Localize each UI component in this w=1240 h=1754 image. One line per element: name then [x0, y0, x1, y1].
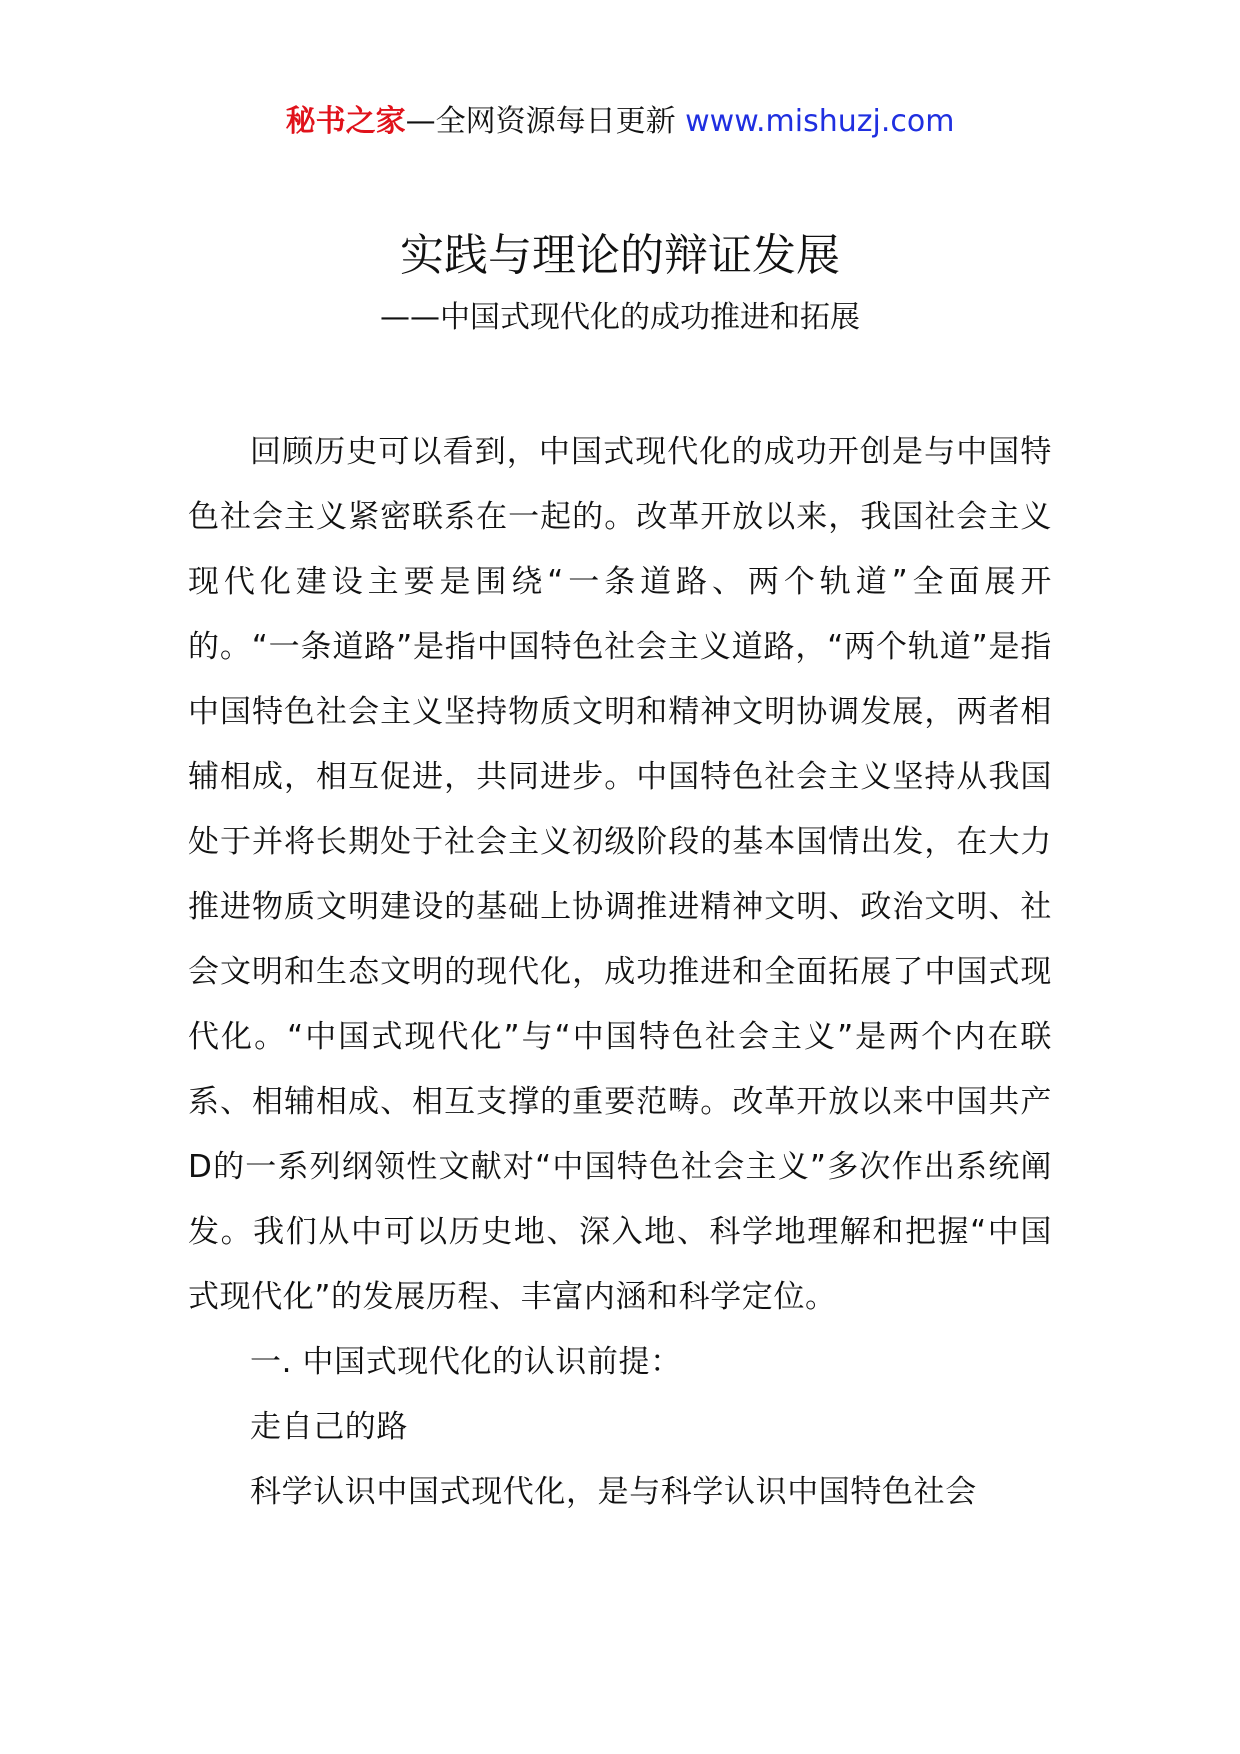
- paragraph-intro: 回顾历史可以看到，中国式现代化的成功开创是与中国特色社会主义紧密联系在一起的。改革开放以来，我国社会主义现代化建设主要是围绕“一条道路、两个轨道”全面展开的。“一条道路”是指中国特色社会主义道路，“两个轨道”是指中国特色社会主义坚持物质文明和精神文明协调发展，两者相辅相成，相互促进，共同进步。中国特色社会主义坚持从我国处于并将长期处于社会主义初级阶段的基本国情出发，在大力推进物质文明建设的基础上协调推进精神文明、政治文明、社会文明和生态文明的现代化，成功推进和全面拓展了中国式现代化。“中国式现代化”与“中国特色社会主义”是两个内在联系、相辅相成、相互支撑的重要范畴。改革开放以来中国共产D的一系列纲领性文献对“中国特色社会主义”多次作出系统阐发。我们从中可以历史地、深入地、科学地理解和把握“中国式现代化”的发展历程、丰富内涵和科学定位。: [188, 434, 1052, 1315]
- site-tagline: —全网资源每日更新: [405, 104, 676, 139]
- section-heading: 一. 中国式现代化的认识前提：: [250, 1344, 682, 1380]
- site-brand: 秘书之家: [285, 104, 406, 139]
- document-title: 实践与理论的辩证发展: [400, 230, 840, 281]
- site-url-link[interactable]: www.mishuzj.com: [685, 104, 955, 139]
- document-body: [188, 420, 1052, 1525]
- site-header: [0, 100, 1240, 144]
- paragraph-section-body: 科学认识中国式现代化，是与科学认识中国特色社会: [250, 1474, 977, 1510]
- section-subheading: 走自己的路: [250, 1409, 408, 1445]
- document-subtitle: ——中国式现代化的成功推进和拓展: [380, 300, 860, 335]
